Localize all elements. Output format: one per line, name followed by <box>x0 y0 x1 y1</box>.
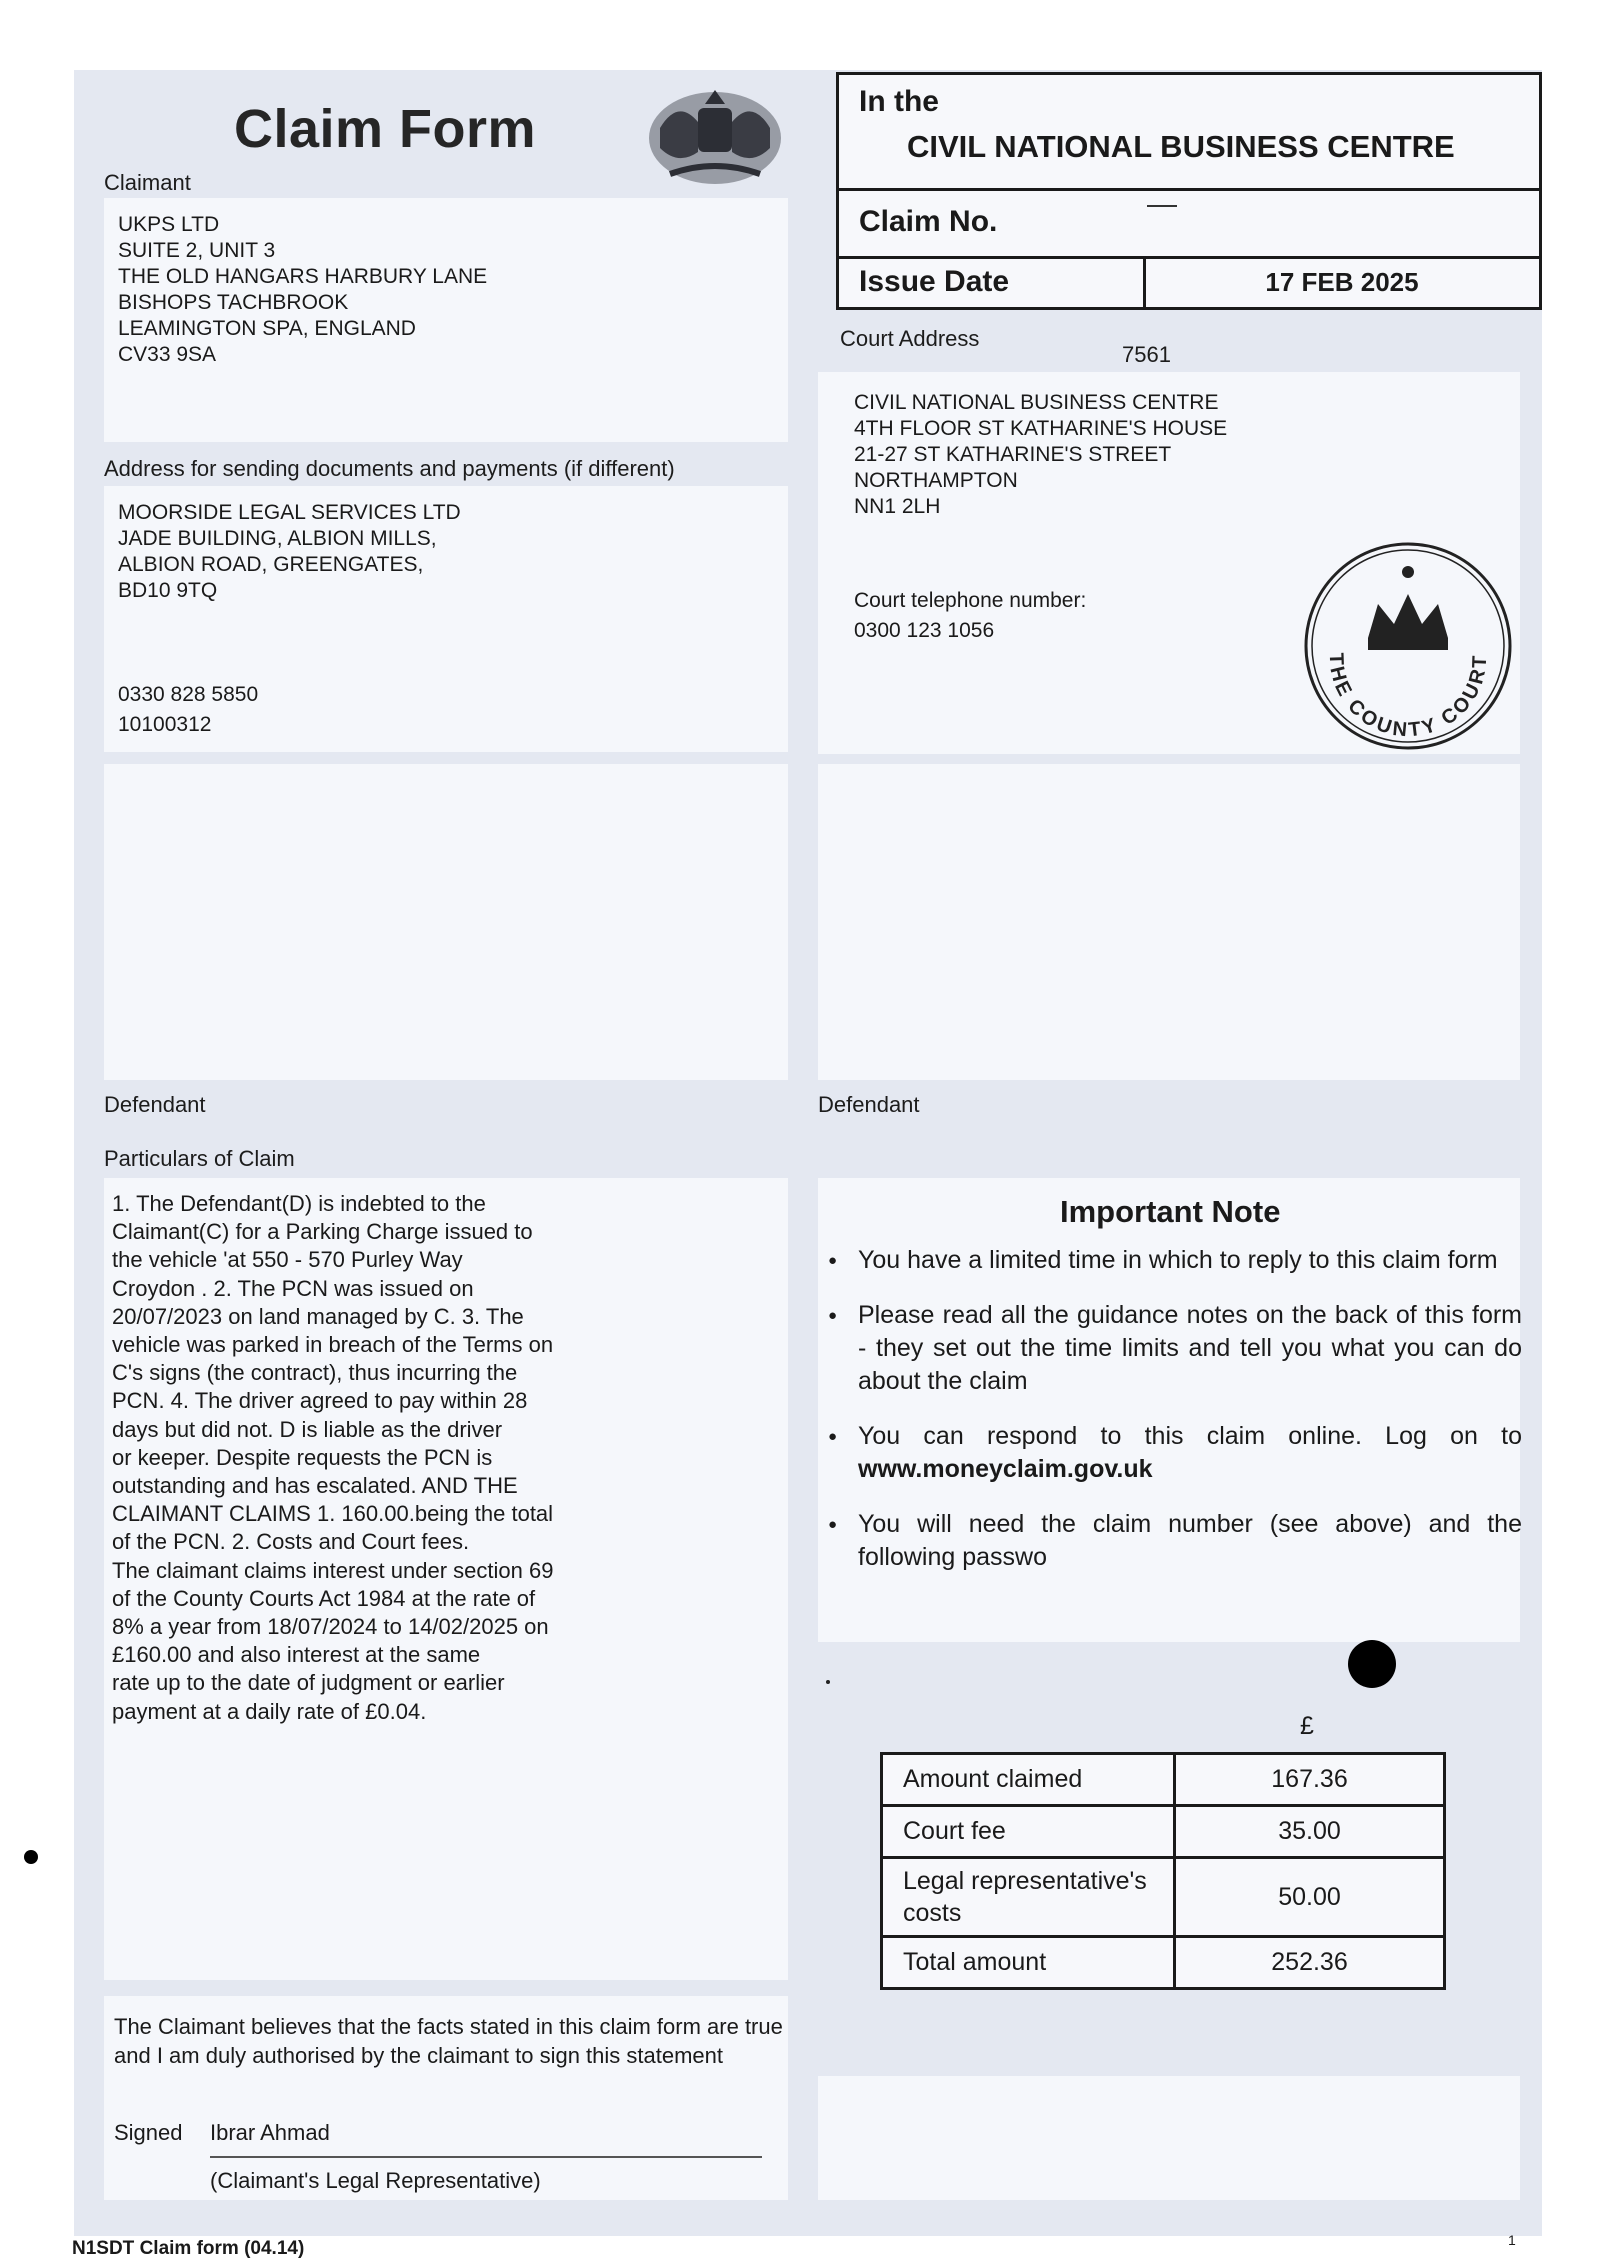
defendant-label-right: Defendant <box>818 1092 920 1117</box>
table-row <box>882 1806 1445 1858</box>
note-item <box>822 1244 1522 1277</box>
royal-coat-of-arms-icon <box>640 78 790 190</box>
particulars-line: or keeper. Despite requests the PCN is <box>112 1444 493 1470</box>
amount-value: 50.00 <box>1175 1858 1445 1937</box>
county-court-seal <box>1300 538 1516 754</box>
court-address-line: NN1 2LH <box>854 495 941 518</box>
address-line: CV33 9SA <box>118 343 217 366</box>
particulars-line: of the PCN. 2. Costs and Court fees. <box>112 1529 470 1555</box>
form-title: Claim Form <box>234 99 537 159</box>
particulars-line: 8% a year from 18/07/2024 to 14/02/2025 on <box>112 1614 549 1640</box>
note-item <box>822 1420 1522 1486</box>
particulars-line: Croydon . 2. The PCN was issued on <box>112 1275 474 1301</box>
amount-label: Amount claimed <box>882 1754 1175 1806</box>
amounts-table <box>880 1752 1446 1990</box>
particulars-line: The claimant claims interest under section 69 <box>112 1557 554 1583</box>
note-item <box>822 1508 1522 1574</box>
important-note-list <box>822 1244 1522 1596</box>
amount-label: Legal representative's costs <box>882 1858 1175 1937</box>
amount-value: 252.36 <box>1175 1937 1445 1989</box>
seal-text: THE COUNTY COURT <box>1324 652 1492 742</box>
claim-number-row <box>839 191 1539 259</box>
particulars-line: PCN. 4. The driver agreed to pay within 28 <box>112 1388 528 1414</box>
defendant-address-box-left <box>104 764 788 1080</box>
court-phone: 0300 123 1056 <box>854 619 995 642</box>
particulars-line: £160.00 and also interest at the same <box>112 1642 481 1668</box>
particulars-line: C's signs (the contract), thus incurring the <box>112 1360 518 1386</box>
address-line: JADE BUILDING, ALBION MILLS, <box>118 527 437 550</box>
court-name: CIVIL NATIONAL BUSINESS CENTRE <box>907 129 1455 164</box>
statement-of-truth-box <box>104 1996 788 2200</box>
amount-label: Total amount <box>882 1937 1175 1989</box>
service-address-box <box>104 486 788 752</box>
particulars-line: the vehicle 'at 550 - 570 Purley Way <box>112 1247 463 1273</box>
currency-symbol: £ <box>1300 1712 1314 1740</box>
statement-text: The Claimant believes that the facts stated in this claim form are true and I am duly authorised by the claimant to sign this statement <box>114 2014 783 2068</box>
court-phone-label: Court telephone number: <box>854 589 1087 612</box>
court-address-line: 21-27 ST KATHARINE'S STREET <box>854 443 1172 466</box>
important-note-title: Important Note <box>1060 1194 1281 1229</box>
claim-no-label: Claim No. <box>859 205 998 238</box>
service-address <box>118 500 461 604</box>
service-phone: 0330 828 5850 <box>118 683 259 706</box>
court-code: 7561 <box>1122 342 1171 367</box>
page-marker: 1 <box>1508 2232 1516 2248</box>
amount-value: 167.36 <box>1175 1754 1445 1806</box>
note-text: Please read all the guidance notes on the back of this form - they set out the time limits and tell you what you can do about the claim <box>858 1301 1522 1395</box>
court-name-row <box>839 75 1539 191</box>
particulars-line: 1. The Defendant(D) is indebted to the <box>112 1191 486 1216</box>
court-header-table <box>836 72 1542 310</box>
address-line: UKPS LTD <box>118 213 220 236</box>
form-code: N1SDT Claim form (04.14) <box>72 2238 305 2259</box>
moneyclaim-link[interactable]: www.moneyclaim.gov.uk <box>858 1455 1153 1483</box>
address-line: ALBION ROAD, GREENGATES, <box>118 553 424 576</box>
service-reference: 10100312 <box>118 713 212 736</box>
ink-dot <box>826 1680 830 1684</box>
issue-date-row <box>839 259 1539 310</box>
court-address <box>854 390 1227 520</box>
note-item <box>822 1299 1522 1398</box>
in-the-label: In the <box>859 85 939 118</box>
note-text: You have a limited time in which to reply to this claim form <box>858 1246 1498 1274</box>
ink-dot <box>24 1850 38 1864</box>
particulars-box <box>104 1178 788 1980</box>
blank-box-bottom-right <box>818 2076 1520 2200</box>
amount-label: Court fee <box>882 1806 1175 1858</box>
particulars-line: CLAIMANT CLAIMS 1. 160.00.being the total <box>112 1501 554 1527</box>
issue-date-value: 17 FEB 2025 <box>1265 267 1419 297</box>
particulars-line: Claimant(C) for a Parking Charge issued to <box>112 1219 533 1245</box>
particulars-line: days but did not. D is liable as the driver <box>112 1416 503 1442</box>
particulars-line: payment at a daily rate of £0.04. <box>112 1698 427 1724</box>
address-line: THE OLD HANGARS HARBURY LANE <box>118 265 488 288</box>
particulars-line: rate up to the date of judgment or earlier <box>112 1670 505 1696</box>
signatory-name: Ibrar Ahmad <box>210 2120 330 2145</box>
signature-line <box>210 2156 762 2158</box>
particulars-text <box>112 1190 553 1726</box>
particulars-line: vehicle was parked in breach of the Terms on <box>112 1332 554 1358</box>
address-line: SUITE 2, UNIT 3 <box>118 239 276 262</box>
court-address-line: NORTHAMPTON <box>854 469 1018 492</box>
claimant-label: Claimant <box>104 170 191 195</box>
particulars-line: outstanding and has escalated. AND THE <box>112 1473 518 1499</box>
claimant-address <box>118 212 487 368</box>
address-line: BD10 9TQ <box>118 579 218 602</box>
address-line: LEAMINGTON SPA, ENGLAND <box>118 317 416 340</box>
defendant-label-left: Defendant <box>104 1092 206 1117</box>
signed-label: Signed <box>114 2120 183 2145</box>
particulars-label: Particulars of Claim <box>104 1146 295 1171</box>
signatory-capacity: (Claimant's Legal Representative) <box>210 2168 541 2193</box>
claimant-box <box>104 198 788 442</box>
note-text: You will need the claim number (see above) and the following passwo <box>858 1510 1522 1571</box>
court-address-line: 4TH FLOOR ST KATHARINE'S HOUSE <box>854 417 1228 440</box>
issue-date-label: Issue Date <box>859 265 1010 298</box>
particulars-line: 20/07/2023 on land managed by C. 3. The <box>112 1303 524 1329</box>
claim-no-mark <box>1147 205 1177 207</box>
table-row <box>882 1937 1445 1989</box>
defendant-address-box-right <box>818 764 1520 1080</box>
address-line: BISHOPS TACHBROOK <box>118 291 349 314</box>
particulars-line: of the County Courts Act 1984 at the rate of <box>112 1585 536 1611</box>
address-line: MOORSIDE LEGAL SERVICES LTD <box>118 501 461 524</box>
table-row <box>882 1754 1445 1806</box>
amount-value: 35.00 <box>1175 1806 1445 1858</box>
ink-dot <box>1348 1640 1396 1688</box>
court-address-line: CIVIL NATIONAL BUSINESS CENTRE <box>854 391 1219 414</box>
court-address-label: Court Address <box>840 326 980 351</box>
note-text: You can respond to this claim online. Log on to <box>858 1422 1522 1450</box>
service-address-label: Address for sending documents and payments (if different) <box>104 456 675 481</box>
table-row <box>882 1858 1445 1937</box>
